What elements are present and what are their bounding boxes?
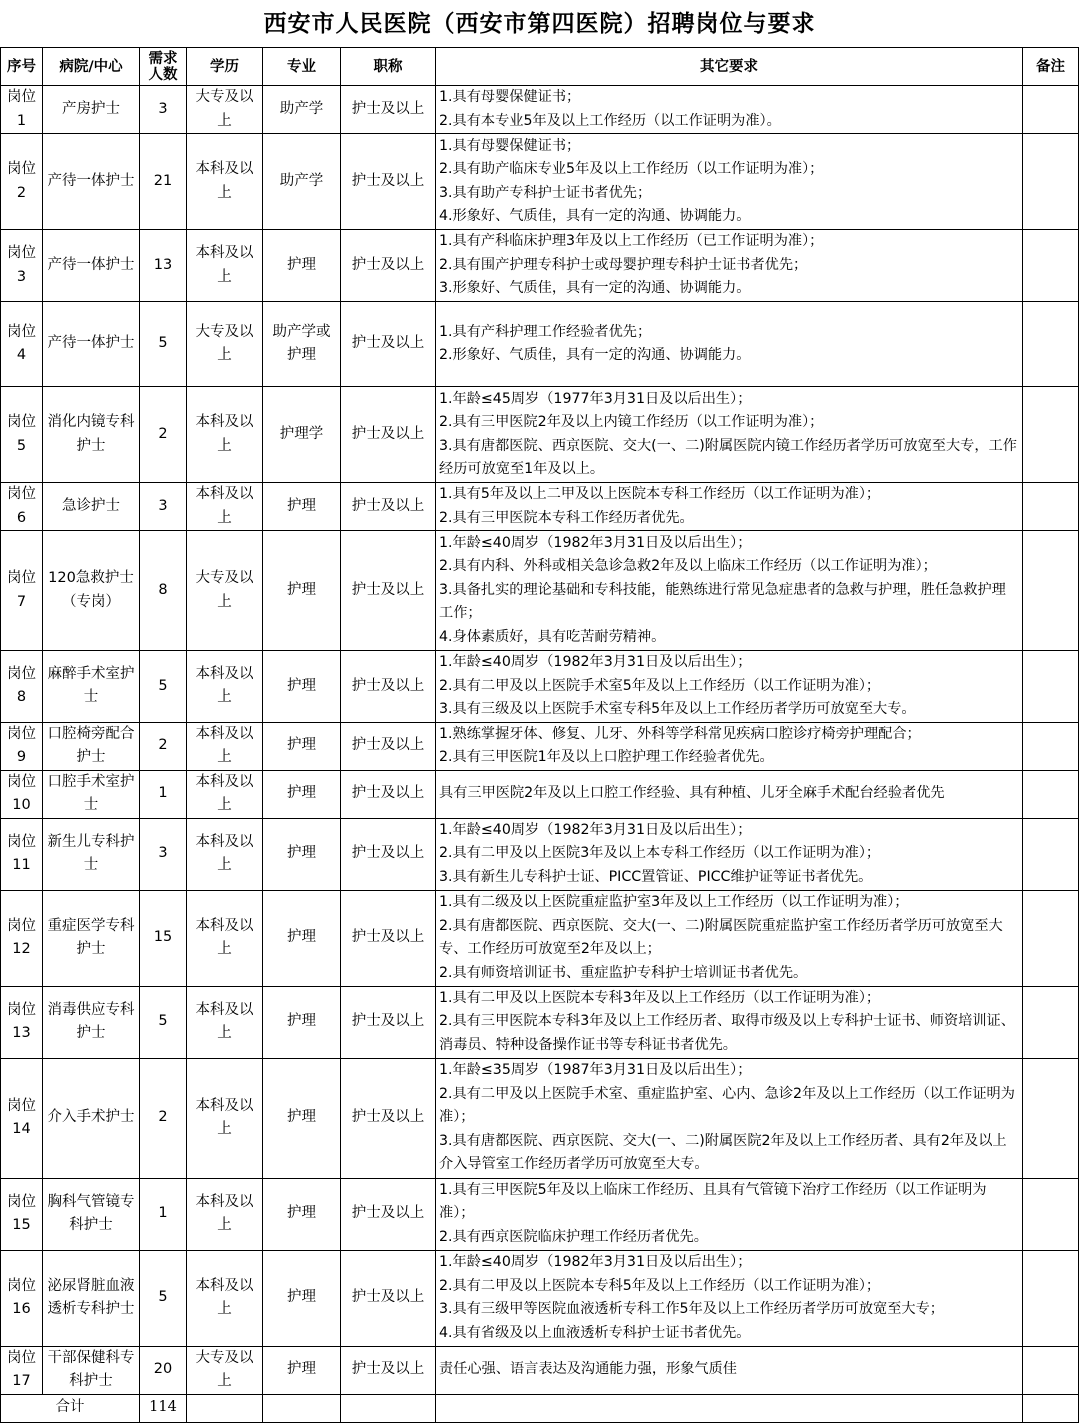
table-row (1, 302, 1079, 387)
cell-position-id: 岗位4 (1, 302, 43, 387)
cell-title-rank: 护士及以上 (341, 531, 436, 651)
requirement-line: 3.具有助产专科护士证书者优先； (439, 184, 652, 201)
header-count: 需求人数 (140, 48, 187, 86)
requirement-line: 1.具有二甲及以上医院本专科3年及以上工作经历（以工作证明为准）； (439, 989, 881, 1006)
cell-note (1023, 483, 1079, 531)
cell-note (1023, 1178, 1079, 1250)
cell-department: 产待一体护士 (43, 230, 140, 302)
cell-title-rank: 护士及以上 (341, 770, 436, 818)
table-row (1, 1250, 1079, 1346)
requirement-line: 4.具有省级及以上血液透析专科护士证书者优先。 (439, 1324, 751, 1341)
cell-note (1023, 890, 1079, 986)
cell-note (1023, 387, 1079, 483)
requirement-line: 1.年龄≤40周岁（1982年3月31日及以后出生）； (439, 534, 752, 551)
cell-title-rank: 护士及以上 (341, 387, 436, 483)
cell-education: 本科及以上 (187, 986, 263, 1058)
cell-position-id: 岗位13 (1, 986, 43, 1058)
cell-position-id: 岗位14 (1, 1058, 43, 1178)
cell-department: 消化内镜专科护士 (43, 387, 140, 483)
cell-education: 大专及以上 (187, 86, 263, 134)
header-dept: 病院/中心 (43, 48, 140, 86)
table-row (1, 1346, 1079, 1394)
cell-requirements (436, 651, 1023, 723)
cell-headcount: 2 (140, 387, 187, 483)
recruitment-table (0, 47, 1079, 1423)
cell-note (1023, 818, 1079, 890)
cell-headcount: 3 (140, 483, 187, 531)
table-row (1, 890, 1079, 986)
cell-headcount: 8 (140, 531, 187, 651)
requirement-line: 2.具有三甲医院1年及以上口腔护理工作经验者优先。 (439, 749, 774, 765)
cell-headcount: 15 (140, 890, 187, 986)
cell-education: 本科及以上 (187, 483, 263, 531)
cell-headcount: 20 (140, 1346, 187, 1394)
cell-education: 大专及以上 (187, 531, 263, 651)
requirement-line: 1.年龄≤40周岁（1982年3月31日及以后出生）； (439, 1254, 752, 1270)
cell-note (1023, 230, 1079, 302)
cell-title-rank: 护士及以上 (341, 651, 436, 723)
cell-major: 护理学 (263, 387, 341, 483)
cell-position-id: 岗位12 (1, 890, 43, 986)
cell-requirements (436, 483, 1023, 531)
requirement-line: 具有三甲医院2年及以上口腔工作经验、具有种植、儿牙全麻手术配台经验者优先 (439, 785, 945, 802)
cell-department: 重症医学专科护士 (43, 890, 140, 986)
cell-note (1023, 1346, 1079, 1394)
requirement-line: 1.年龄≤40周岁（1982年3月31日及以后出生）； (439, 654, 752, 670)
cell-requirements (436, 387, 1023, 483)
cell-major: 助产学 (263, 134, 341, 230)
cell-requirements (436, 531, 1023, 651)
requirement-line: 2.具有西京医院临床护理工作经历者优先。 (439, 1228, 708, 1245)
table-row (1, 986, 1079, 1058)
table-row (1, 230, 1079, 302)
requirement-line: 2.具有二甲及以上医院3年及以上本专科工作经历（以工作证明为准）； (439, 845, 881, 862)
requirement-line: 3.具备扎实的理论基础和专科技能，能熟练进行常见急症患者的急救与护理，胜任急救护理工作； (439, 581, 1006, 622)
cell-major: 护理 (263, 770, 341, 818)
cell-headcount: 2 (140, 722, 187, 770)
cell-position-id: 岗位9 (1, 722, 43, 770)
cell-department: 消毒供应专科护士 (43, 986, 140, 1058)
table-row (1, 86, 1079, 134)
cell-education: 大专及以上 (187, 1346, 263, 1394)
requirement-line: 1.具有母婴保健证书； (439, 89, 581, 105)
cell-headcount: 1 (140, 1178, 187, 1250)
cell-headcount: 21 (140, 134, 187, 230)
cell-department: 120急救护士（专岗） (43, 531, 140, 651)
requirement-line: 2.具有三甲医院本专科3年及以上工作经历者、取得市级及以上专科护士证书、师资培训证、消毒员、特种设备操作证书等专科证书者优先。 (439, 1013, 1015, 1053)
cell-department: 干部保健科专科护士 (43, 1346, 140, 1394)
empty-cell (1023, 1394, 1079, 1422)
cell-major: 护理 (263, 722, 341, 770)
total-label: 合计 (1, 1394, 140, 1422)
cell-title-rank: 护士及以上 (341, 134, 436, 230)
cell-major: 护理 (263, 651, 341, 723)
cell-department: 产房护士 (43, 86, 140, 134)
cell-education: 本科及以上 (187, 818, 263, 890)
cell-position-id: 岗位2 (1, 134, 43, 230)
cell-requirements (436, 230, 1023, 302)
empty-cell (341, 1394, 436, 1422)
cell-requirements (436, 134, 1023, 230)
cell-headcount: 3 (140, 86, 187, 134)
cell-requirements (436, 770, 1023, 818)
requirement-line: 4.身体素质好，具有吃苦耐劳精神。 (439, 628, 666, 645)
cell-department: 胸科气管镜专科护士 (43, 1178, 140, 1250)
total-row (1, 1394, 1079, 1422)
cell-title-rank: 护士及以上 (341, 1178, 436, 1250)
requirement-line: 2.具有二甲及以上医院本专科5年及以上工作经历（以工作证明为准）； (439, 1277, 881, 1294)
cell-education: 本科及以上 (187, 722, 263, 770)
cell-title-rank: 护士及以上 (341, 1058, 436, 1178)
cell-headcount: 2 (140, 1058, 187, 1178)
cell-headcount: 5 (140, 651, 187, 723)
cell-department: 急诊护士 (43, 483, 140, 531)
requirement-line: 3.具有唐都医院、西京医院、交大(一、二)附属医院2年及以上工作经历者、具有2年及以上介入导管室工作经历者学历可放宽至大专。 (439, 1132, 1007, 1173)
table-row (1, 387, 1079, 483)
total-value: 114 (140, 1394, 187, 1422)
cell-education: 本科及以上 (187, 1178, 263, 1250)
cell-note (1023, 302, 1079, 387)
cell-headcount: 13 (140, 230, 187, 302)
requirement-line: 3.具有新生儿专科护士证、PICC置管证、PICC维护证等证书者优先。 (439, 868, 873, 885)
requirement-line: 3.形象好、气质佳，具有一定的沟通、协调能力。 (439, 280, 751, 297)
cell-note (1023, 86, 1079, 134)
cell-position-id: 岗位8 (1, 651, 43, 723)
requirement-line: 1.具有产科护理工作经验者优先； (439, 323, 652, 340)
requirement-line: 1.具有二级及以上医院重症监护室3年及以上工作经历（以工作证明为准）； (439, 894, 909, 910)
table-header-row (1, 48, 1079, 86)
header-seq: 序号 (1, 48, 43, 86)
cell-note (1023, 134, 1079, 230)
cell-note (1023, 651, 1079, 723)
empty-cell (263, 1394, 341, 1422)
table-row (1, 722, 1079, 770)
header-requirements: 其它要求 (436, 48, 1023, 86)
cell-position-id: 岗位17 (1, 1346, 43, 1394)
cell-title-rank: 护士及以上 (341, 1346, 436, 1394)
cell-department: 新生儿专科护士 (43, 818, 140, 890)
table-row (1, 531, 1079, 651)
requirement-line: 1.具有产科临床护理3年及以上工作经历（已工作证明为准）； (439, 233, 824, 250)
cell-education: 本科及以上 (187, 134, 263, 230)
cell-position-id: 岗位15 (1, 1178, 43, 1250)
cell-requirements (436, 1250, 1023, 1346)
cell-requirements (436, 86, 1023, 134)
cell-requirements (436, 818, 1023, 890)
cell-position-id: 岗位10 (1, 770, 43, 818)
cell-department: 口腔椅旁配合护士 (43, 722, 140, 770)
cell-education: 本科及以上 (187, 1250, 263, 1346)
empty-cell (436, 1394, 1023, 1422)
cell-major: 护理 (263, 818, 341, 890)
cell-note (1023, 1058, 1079, 1178)
cell-position-id: 岗位11 (1, 818, 43, 890)
requirement-line: 1.具有5年及以上二甲及以上医院本专科工作经历（以工作证明为准）； (439, 486, 881, 502)
cell-requirements (436, 722, 1023, 770)
table-row (1, 651, 1079, 723)
cell-title-rank: 护士及以上 (341, 722, 436, 770)
cell-major: 护理 (263, 1346, 341, 1394)
page-title: 西安市人民医院（西安市第四医院）招聘岗位与要求 (263, 10, 816, 37)
requirement-line: 4.形象好、气质佳，具有一定的沟通、协调能力。 (439, 208, 751, 224)
cell-department: 介入手术护士 (43, 1058, 140, 1178)
cell-title-rank: 护士及以上 (341, 1250, 436, 1346)
requirement-line: 3.具有三级及以上医院手术室专科5年及以上工作经历者学历可放宽至大专。 (439, 701, 916, 717)
empty-cell (187, 1394, 263, 1422)
requirement-line: 3.具有三级甲等医院血液透析专科工作5年及以上工作经历者学历可放宽至大专； (439, 1301, 944, 1317)
cell-education: 本科及以上 (187, 230, 263, 302)
cell-department: 泌尿肾脏血液透析专科护士 (43, 1250, 140, 1346)
cell-title-rank: 护士及以上 (341, 818, 436, 890)
cell-major: 助产学 (263, 86, 341, 134)
cell-major: 护理 (263, 1250, 341, 1346)
cell-position-id: 岗位16 (1, 1250, 43, 1346)
cell-title-rank: 护士及以上 (341, 986, 436, 1058)
requirement-line: 1.具有母婴保健证书； (439, 137, 581, 154)
cell-position-id: 岗位1 (1, 86, 43, 134)
cell-requirements (436, 302, 1023, 387)
cell-title-rank: 护士及以上 (341, 483, 436, 531)
requirement-line: 责任心强、语言表达及沟通能力强，形象气质佳 (439, 1361, 737, 1378)
header-note: 备注 (1023, 48, 1079, 86)
cell-position-id: 岗位6 (1, 483, 43, 531)
cell-requirements (436, 986, 1023, 1058)
cell-major: 助产学或护理 (263, 302, 341, 387)
requirement-line: 1.年龄≤35周岁（1987年3月31日及以后出生）； (439, 1062, 752, 1079)
table-row (1, 1178, 1079, 1250)
cell-headcount: 5 (140, 1250, 187, 1346)
cell-headcount: 5 (140, 302, 187, 387)
requirement-line: 2.形象好、气质佳，具有一定的沟通、协调能力。 (439, 347, 751, 363)
requirement-line: 1.年龄≤45周岁（1977年3月31日及以后出生）； (439, 390, 752, 407)
cell-title-rank: 护士及以上 (341, 86, 436, 134)
table-row (1, 134, 1079, 230)
cell-major: 护理 (263, 230, 341, 302)
cell-title-rank: 护士及以上 (341, 890, 436, 986)
table-row (1, 483, 1079, 531)
cell-major: 护理 (263, 1058, 341, 1178)
cell-education: 本科及以上 (187, 770, 263, 818)
requirement-line: 2.具有三甲医院2年及以上内镜工作经历（以工作证明为准）； (439, 414, 824, 430)
cell-note (1023, 770, 1079, 818)
requirement-line: 2.具有助产临床专业5年及以上工作经历（以工作证明为准）； (439, 161, 824, 177)
requirement-line: 2.具有二甲及以上医院手术室5年及以上工作经历（以工作证明为准）； (439, 677, 881, 694)
cell-requirements (436, 890, 1023, 986)
table-row (1, 1058, 1079, 1178)
cell-department: 麻醉手术室护士 (43, 651, 140, 723)
cell-department: 产待一体护士 (43, 302, 140, 387)
cell-headcount: 5 (140, 986, 187, 1058)
cell-requirements (436, 1058, 1023, 1178)
cell-education: 本科及以上 (187, 651, 263, 723)
cell-note (1023, 1250, 1079, 1346)
header-rank: 职称 (341, 48, 436, 86)
cell-headcount: 1 (140, 770, 187, 818)
cell-major: 护理 (263, 986, 341, 1058)
requirement-line: 2.具有二甲及以上医院手术室、重症监护室、心内、急诊2年及以上工作经历（以工作证明为准）； (439, 1085, 1015, 1126)
cell-title-rank: 护士及以上 (341, 230, 436, 302)
requirement-line: 2.具有围产护理专科护士或母婴护理专科护士证书者优先； (439, 256, 808, 273)
cell-requirements (436, 1346, 1023, 1394)
requirement-line: 2.具有师资培训证书、重症监护专科护士培训证书者优先。 (439, 964, 808, 981)
cell-education: 本科及以上 (187, 387, 263, 483)
requirement-line: 2.具有唐都医院、西京医院、交大(一、二)附属医院重症监护室工作经历者学历可放宽至大专、工作经历可放宽至2年及以上； (439, 917, 1003, 957)
requirement-line: 1.年龄≤40周岁（1982年3月31日及以后出生）； (439, 821, 752, 838)
cell-position-id: 岗位7 (1, 531, 43, 651)
cell-title-rank: 护士及以上 (341, 302, 436, 387)
requirement-line: 2.具有本专业5年及以上工作经历（以工作证明为准）。 (439, 112, 781, 129)
cell-education: 大专及以上 (187, 302, 263, 387)
table-row (1, 818, 1079, 890)
requirement-line: 1.熟练掌握牙体、修复、儿牙、外科等学科常见疾病口腔诊疗椅旁护理配合； (439, 725, 921, 742)
requirement-line: 2.具有三甲医院本专科工作经历者优先。 (439, 509, 694, 526)
cell-position-id: 岗位3 (1, 230, 43, 302)
header-major: 专业 (263, 48, 341, 86)
cell-major: 护理 (263, 483, 341, 531)
cell-major: 护理 (263, 890, 341, 986)
header-edu: 学历 (187, 48, 263, 86)
cell-note (1023, 722, 1079, 770)
table-row (1, 770, 1079, 818)
cell-department: 口腔手术室护士 (43, 770, 140, 818)
cell-education: 本科及以上 (187, 1058, 263, 1178)
cell-headcount: 3 (140, 818, 187, 890)
cell-major: 护理 (263, 531, 341, 651)
requirement-line: 1.具有三甲医院5年及以上临床工作经历、且具有气管镜下治疗工作经历（以工作证明为准）； (439, 1181, 987, 1222)
cell-note (1023, 531, 1079, 651)
requirement-line: 3.具有唐都医院、西京医院、交大(一、二)附属医院内镜工作经历者学历可放宽至大专，工作经历可放宽至1年及以上。 (439, 437, 1017, 477)
cell-note (1023, 986, 1079, 1058)
cell-department: 产待一体护士 (43, 134, 140, 230)
cell-position-id: 岗位5 (1, 387, 43, 483)
requirement-line: 2.具有内科、外科或相关急诊急救2年及以上临床工作经历（以工作证明为准）； (439, 558, 937, 575)
cell-requirements (436, 1178, 1023, 1250)
cell-education: 本科及以上 (187, 890, 263, 986)
cell-major: 护理 (263, 1178, 341, 1250)
